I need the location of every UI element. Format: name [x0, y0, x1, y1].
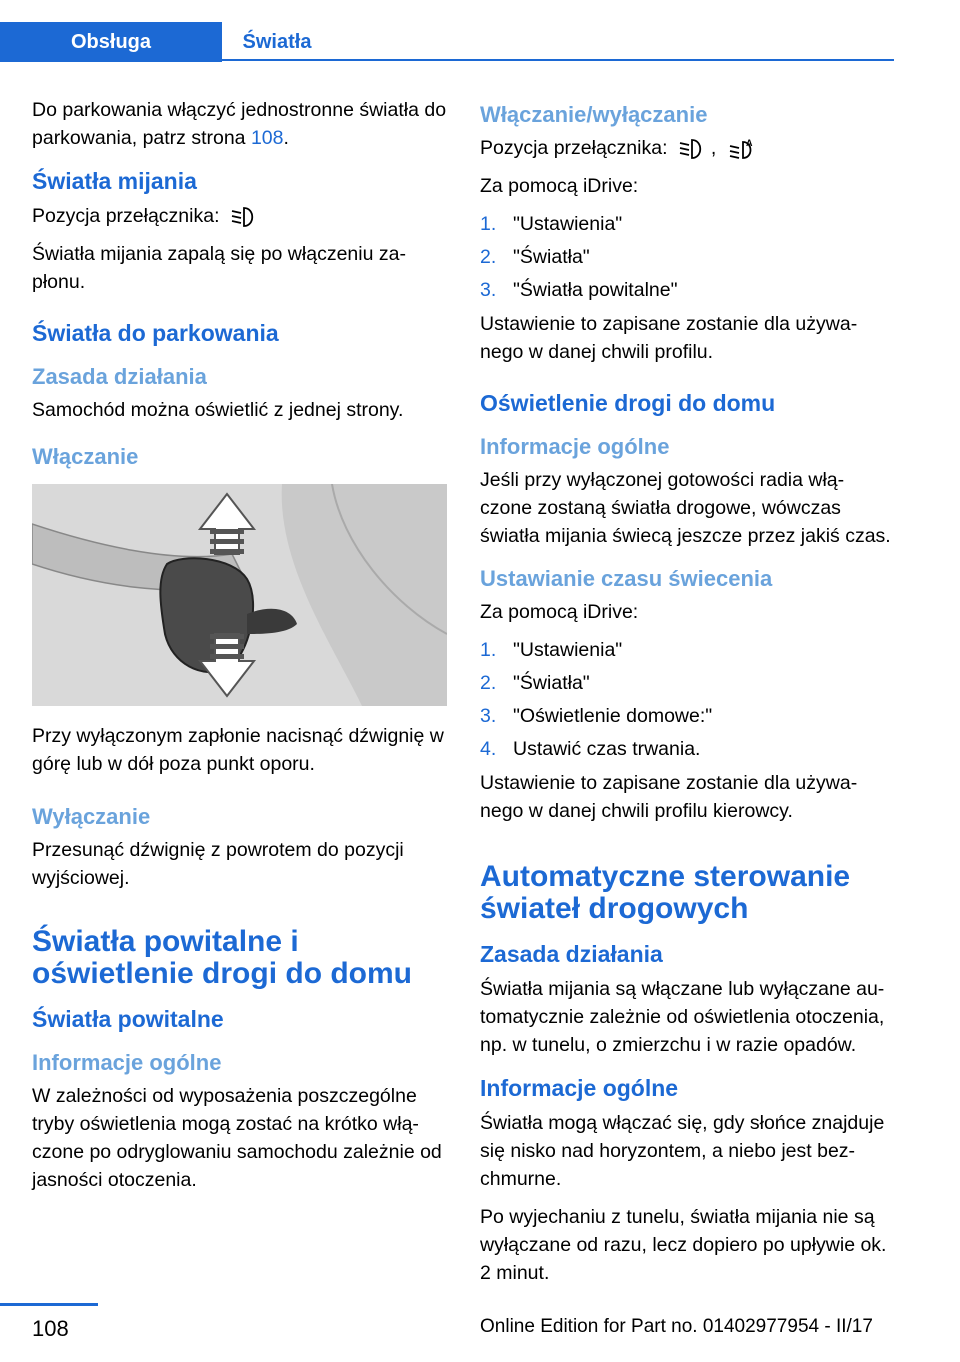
list-item — [480, 669, 895, 697]
welcome-lights-heading: Światła powitalne — [32, 1006, 224, 1032]
step-text: "Światła powitalne" — [513, 279, 678, 301]
low-beam-icon — [229, 205, 259, 229]
general-info-text: W zależności od wyposażenia poszczególne tryby oświetlenia mogą zostać na krótko włą‐czone po odryglowaniu samochodu zależnie od jasności otoczenia. — [32, 1085, 442, 1191]
idrive-label-2: Za pomocą iDrive: — [480, 601, 639, 623]
steps-list-home — [480, 636, 895, 763]
step-text: "Ustawienia" — [513, 213, 623, 235]
low-beam-text: Światła mijania zapalą się po włączeniu za‐płonu. — [32, 243, 406, 293]
low-beam-heading: Światła mijania — [32, 168, 197, 194]
duration-heading: Ustawianie czasu świecenia — [480, 566, 773, 591]
step-text: "Światła" — [513, 672, 590, 694]
general-info-heading: Informacje ogólne — [32, 1050, 222, 1075]
toggle-heading: Włączanie/wyłączanie — [480, 102, 708, 127]
auto-general-text: Światła mogą włączać się, gdy słońce znajduje się nisko nad horyzontem, a niebo jest bez‐chmurne. — [480, 1112, 885, 1190]
steps-list-welcome — [480, 210, 895, 304]
principle-text: Samochód można oświetlić z jednej strony. — [32, 399, 404, 421]
header-divider — [222, 59, 894, 61]
low-beam-icon — [677, 137, 707, 161]
saved-note-2: Ustawienie to zapisane zostanie dla używa‐nego w danej chwili profilu kierowcy. — [480, 772, 858, 822]
switch-off-heading: Wyłączanie — [32, 804, 151, 829]
page-link[interactable]: 108 — [250, 127, 284, 149]
toggle-switch-position: Pozycja przełącznika: , A — [480, 134, 895, 162]
section-tab-swiatla[interactable]: Światła — [242, 30, 312, 53]
list-item — [480, 735, 895, 763]
step-number: 3. — [480, 705, 497, 727]
switch-off-text: Przesunąć dźwignię z powrotem do pozycji wyjściowej. — [32, 839, 404, 889]
step-number: 2. — [480, 246, 497, 268]
saved-note-1: Ustawienie to zapisane zostanie dla używa‐nego w danej chwili profilu. — [480, 313, 858, 363]
step-text: "Ustawienia" — [513, 639, 623, 661]
svg-text:A: A — [745, 137, 753, 148]
section-tab-obsluga[interactable]: Obsługa — [0, 22, 222, 62]
step-number: 1. — [480, 639, 497, 661]
auto-lights-title: Automatyczne sterowanie świateł drogowych — [480, 860, 851, 925]
list-item — [480, 210, 895, 238]
list-item — [480, 243, 895, 271]
idrive-label: Za pomocą iDrive: — [480, 175, 639, 197]
page-number: 108 — [32, 1316, 69, 1341]
step-text: Ustawić czas trwania. — [513, 738, 701, 760]
right-column — [480, 100, 895, 1297]
auto-principle-heading: Zasada działania — [480, 941, 663, 967]
home-general-text: Jeśli przy wyłączonej gotowości radia włą‐czone zostaną światła drogowe, wówczas światła mijania świecą jeszcze przez jakiś czas. — [480, 469, 891, 547]
step-text: "Oświetlenie domowe:" — [513, 705, 713, 727]
auto-headlight-icon — [726, 137, 758, 161]
turn-signal-lever-illustration — [32, 484, 447, 706]
lever-figure — [32, 484, 447, 706]
auto-tunnel-text: Po wyjechaniu z tunelu, światła mijania nie są wyłączane od razu, lecz dopiero po upływie ok. 2 minut. — [480, 1206, 887, 1284]
home-general-heading: Informacje ogólne — [480, 434, 670, 459]
auto-principle-text: Światła mijania są włączane lub wyłączane au‐tomatycznie zależnie od oświetlenia otoczenia, np. w tunelu, o zmierzchu i w razie opadów. — [480, 978, 885, 1056]
edition-info: Online Edition for Part no. 01402977954 - II/17 — [480, 1316, 873, 1337]
low-beam-switch-position: Pozycja przełącznika: — [32, 202, 452, 230]
step-number: 2. — [480, 672, 497, 694]
parking-lights-heading: Światła do parkowania — [32, 320, 279, 346]
step-number: 4. — [480, 738, 497, 760]
intro-paragraph: Do parkowania włączyć jednostronne światła do parkowania, patrz strona 108. — [32, 99, 447, 149]
step-number: 1. — [480, 213, 497, 235]
switch-on-heading: Włączanie — [32, 444, 139, 469]
welcome-lights-title: Światła powitalne i oświetlenie drogi do domu — [32, 925, 413, 990]
left-column — [32, 96, 452, 1204]
step-number: 3. — [480, 279, 497, 301]
home-lighting-heading: Oświetlenie drogi do domu — [480, 390, 776, 416]
principle-heading: Zasada działania — [32, 364, 207, 389]
auto-general-heading: Informacje ogólne — [480, 1075, 679, 1101]
list-item — [480, 276, 895, 304]
step-text: "Światła" — [513, 246, 590, 268]
switch-on-text: Przy wyłączonym zapłonie nacisnąć dźwignię w górę lub w dół poza punkt oporu. — [32, 725, 444, 775]
footer-divider — [0, 1303, 98, 1306]
list-item — [480, 636, 895, 664]
list-item — [480, 702, 895, 730]
page-header — [0, 0, 960, 62]
